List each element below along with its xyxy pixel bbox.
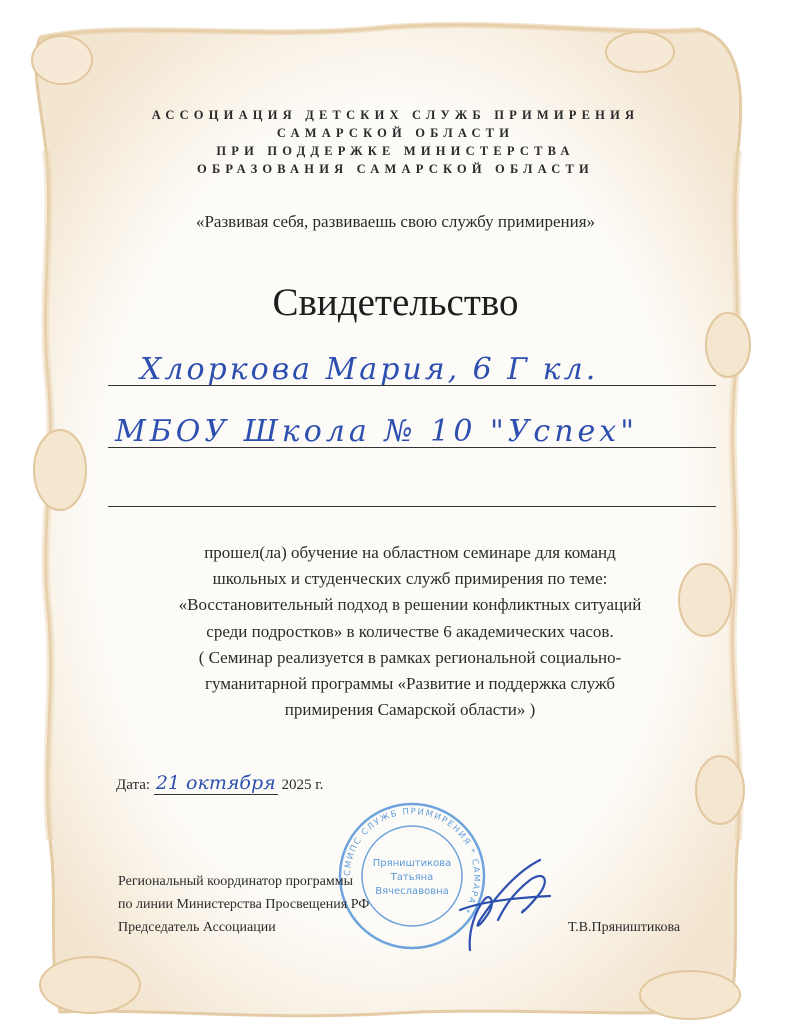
date-handwritten: 21 октября (155, 772, 276, 794)
body-line-6: гуманитарной программы «Развитие и поддержка служб (204, 674, 616, 694)
body-line-1: прошел(ла) обучение на областном семинаре для команд (204, 543, 616, 562)
header-line-3: ПРИ ПОДДЕРЖКЕ МИНИСТЕРСТВА (216, 144, 575, 158)
body-line-2: школьных и студенческих служб примирения по теме: (212, 569, 608, 589)
header-line-1: АССОЦИАЦИЯ ДЕТСКИХ СЛУЖБ ПРИМИРЕНИЯ (151, 108, 640, 122)
footer-line-1: Региональный координатор программы (118, 874, 354, 889)
school-underline (108, 447, 716, 448)
header-line-4: ОБРАЗОВАНИЯ САМАРСКОЙ ОБЛАСТИ (197, 162, 594, 176)
header-line-2: САМАРСКОЙ ОБЛАСТИ (276, 126, 515, 140)
stamp-center-line-3: Вячеславовна (375, 886, 449, 897)
body-text (95, 540, 725, 723)
date-label: Дата: (116, 777, 151, 793)
body-line-7: примирения Самарской области» ) (284, 700, 536, 720)
footer-line-2: по линии Министерства Просвещения РФ (118, 897, 370, 912)
body-line-4: среди подростков» в количестве 6 академических часов. (206, 621, 614, 641)
footer-line-3: Председатель Ассоциации (118, 920, 276, 935)
certificate-title: Свидетельство (272, 281, 519, 324)
stamp-center-line-1: Пряништикова (372, 858, 452, 869)
body-line-5: ( Семинар реализуется в рамках региональной социально- (198, 647, 622, 667)
motto: «Развивая себя, развиваешь свою службу примирения» (195, 212, 596, 231)
date-row (116, 772, 323, 794)
recipient-school-handwritten: МБОУ Школа № 10 "Успех" (115, 414, 639, 449)
name-underline (108, 385, 716, 386)
blank-underline (108, 506, 716, 507)
signer-name: Т.В.Пряништикова (568, 920, 681, 935)
body-line-3: «Восстановительный подход в решении конфликтных ситуаций (178, 595, 642, 615)
stamp-ring-text: СМИПС СЛУЖБ ПРИМИРЕНИЯ * САМАРА * (342, 806, 482, 916)
recipient-name-handwritten: Хлоркова Мария, 6 Г кл. (140, 352, 599, 387)
stamp-center-line-2: Татьяна (390, 872, 434, 883)
handwritten-signature (440, 850, 580, 960)
date-year: 2025 г. (281, 777, 324, 793)
